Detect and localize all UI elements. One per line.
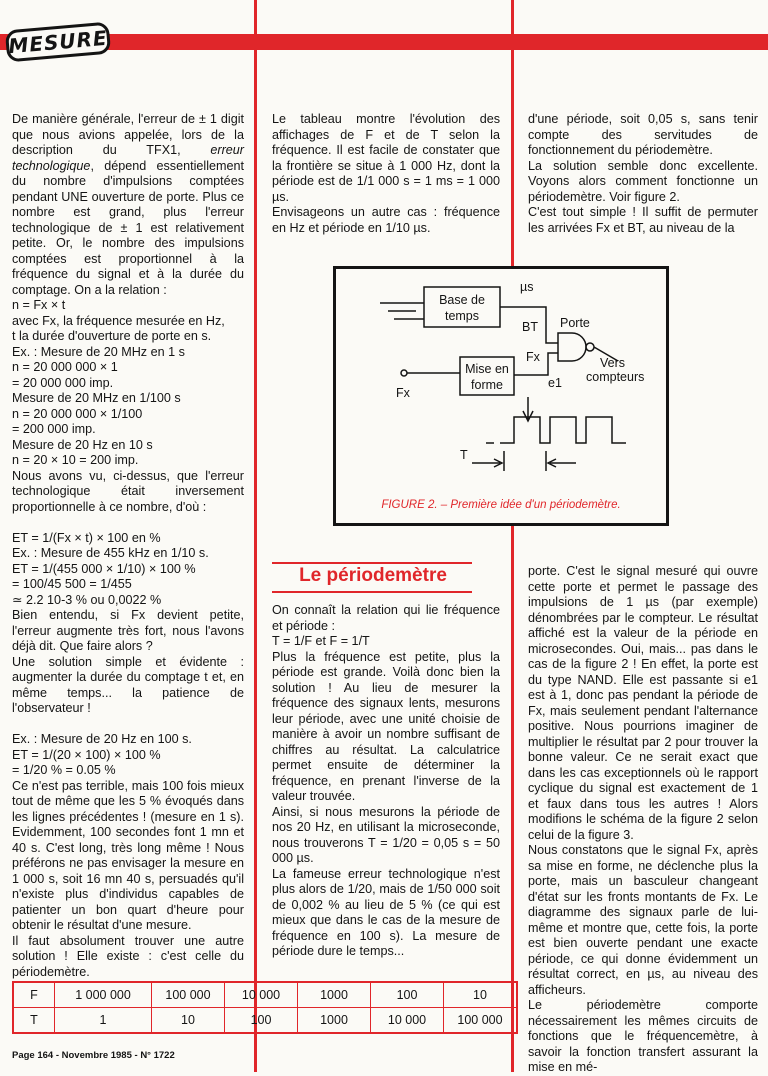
porte-label: Porte [560, 316, 590, 330]
table-cell: 1000 [298, 982, 371, 1008]
column-rule-left [254, 0, 257, 1072]
table-cell: 100 000 [152, 982, 225, 1008]
table-cell: 100 000 [444, 1008, 518, 1034]
fx-input-terminal [401, 370, 407, 376]
t-label: T [460, 448, 468, 462]
figure-2 [333, 266, 669, 526]
table-row [13, 1008, 517, 1034]
table-cell: 10 [444, 982, 518, 1008]
table-cell: 10 000 [371, 1008, 444, 1034]
column-rule-right [511, 0, 514, 1072]
mise-label: Mise en [465, 362, 509, 376]
fx-label: Fx [526, 350, 540, 364]
table-cell: 1 000 000 [55, 982, 152, 1008]
fx-input-label: Fx [396, 386, 410, 400]
table-cell: 1000 [298, 1008, 371, 1034]
section-title: Le périodemètre [299, 565, 447, 586]
base-label: Base de [439, 293, 485, 307]
section-logo-text: MESURE [7, 25, 109, 59]
compteurs-label: compteurs [586, 370, 645, 384]
column-3-top-text: d'une période, soit 0,05 s, sans tenir compte des servitudes de fonctionnement du périodemètre. La solution semble donc excellente. Voyons alors comment fonctionne un périodemètre. Voir figure 2. C'est tout simple ! Il suffit de permuter les arrivées Fx et BT, au niveau de la [528, 112, 758, 235]
frequency-period-table [12, 981, 518, 1034]
column-3-bottom-text: porte. C'est le signal mesuré qui ouvre cette porte et permet le passage des impulsions de 1 µs (par exemple) dénombrées par le compteur. Le résultat affiché est la valeur de la période en microsecondes. Oui, mais... pas dans le cas de la figure 2 ! En effet, la porte est du type NAND. Elle est passante si e1 est à 1, donc pas pendant la période de Fx, mais seulement pendant l'alternance positive. Nous pourrions imaginer de multiplier le résultat par 2 pour trouver la bonne valeur. Ce ne serait exact que dans les cas exceptionnels où le rapport cyclique du signal est exactement de 1 et faux dans tous les autres ! Alors modifions le schéma de la figure 2 selon celui de la figure 3. Nous constatons que le signal Fx, après sa mise en forme, ne déclenche plus la porte, mais un basculeur changeant d'état sur les fronts montants de Fx. Le diagramme des signaux parle de lui-même et montre que, cette fois, la porte est bien ouverte pendant une exacte période, ce qui donne évidemment un résultat correct, en µs, au niveau des afficheurs. Le périodemètre comporte nécessairement les mêmes circuits de fonctions que le fréquencemètre, à savoir la fonction transfert assurant la mise en mé- [528, 564, 758, 1074]
table-cell: 100 [225, 1008, 298, 1034]
section-logo [5, 22, 111, 63]
section-title-rule-bottom [272, 591, 472, 593]
vers-label: Vers [600, 356, 626, 370]
table-row [13, 982, 517, 1008]
table-cell: 10 [152, 1008, 225, 1034]
table-cell: 1 [55, 1008, 152, 1034]
table-header-cell: T [13, 1008, 55, 1034]
e1-label: e1 [548, 376, 562, 390]
forme-label: forme [471, 378, 503, 392]
column-2-top-text: Le tableau montre l'évolution des affichages de F et de T selon la fréquence. Il est facile de constater que la frontière se situe à 1 000 Hz, dont la période est de 1/1 000 s = 1 ms = 1 000 µs. Envisageons un autre cas : fréquence en Hz et période en 1/10 µs. [272, 112, 500, 235]
table-header-cell: F [13, 982, 55, 1008]
temps-label: temps [444, 309, 480, 323]
column-1-text: De manière générale, l'erreur de ± 1 digit que nous avions appelée, lors de la description du TFX1, erreur technologique, dépend essentiellement du nombre d'impulsions comptées pendant UNE ouverture de porte. Plus ce nombre est grand, plus l'erreur technologique de ± 1 est relativement petite. Or, le nombre des impulsions comptées est proportionnel à la fréquence du signal et à la durée du comptage. On a la relation : n = Fx × t avec Fx, la fréquence mesurée en Hz, t la durée d'ouverture de porte en s. Ex. : Mesure de 20 MHz en 1 s n = 20 000 000 × 1 = 20 000 000 imp. Mesure de 20 MHz en 1/100 s n = 20 000 000 × 1/100 = 200 000 imp. Mesure de 20 Hz en 10 s n = 20 × 10 = 200 imp. Nous avons vu, ci-dessus, que l'erreur technologique était inversement proportionnelle à ce nombre, d'où : ET = 1/(Fx × t) × 100 en % Ex. : Mesure de 455 kHz en 1/10 s. ET = 1/(455 000 × 1/10) × 100 % = 100/45 500 = 1/455 ≃ 2.2 10-3 % ou 0,0022 % Bien entendu, si Fx devient petite, l'erreur augmente très fort, nous l'avons déjà dit. Que faire alors ? Une solution simple et évidente : augmenter la durée du comptage t et, en même temps... la patience de l'observateur ! Ex. : Mesure de 20 Hz en 100 s. ET = 1/(20 × 100) × 100 % = 1/20 % = 0.05 % Ce n'est pas terrible, mais 100 fois mieux tout de même que les 5 % évoqués dans les lignes précédentes ! (mesure en 1 s). Evidemment, 100 secondes font 1 mn et 40 s. C'est long, très long même ! Nous préférons ne pas envisager la mesure en 1 000 s, soit 16 mn 40 s, persuadés qu'il n'existe plus d'individus capables de patienter un bon quart d'heure pour obtenir le résultat d'une mesure. Il faut absolument trouver une autre solution ! Elle existe : c'est celle du périodemètre. [12, 112, 244, 979]
table-cell: 10 000 [225, 982, 298, 1008]
table-cell: 100 [371, 982, 444, 1008]
bt-label: BT [522, 320, 538, 334]
header-bar [0, 34, 768, 50]
page-footer: Page 164 - Novembre 1985 - N° 1722 [12, 1050, 175, 1061]
waveform [500, 417, 626, 443]
section-title-rule-top [272, 562, 472, 564]
nand-bubble [586, 343, 594, 351]
figure-caption: FIGURE 2. – Première idée d'un périodemètre. [381, 499, 621, 511]
column-2-bottom-text: On connaît la relation qui lie fréquence et période : T = 1/F et F = 1/T Plus la fréquence est petite, plus la période est grande. Voilà donc bien la solution ! Au lieu de mesurer la fréquence des signaux lents, mesurons leur période, avec une unité choisie de manière à avoir un nombre suffisant de chiffres au résultat. La calculatrice permet ensuite de déterminer la fréquence, en prenant l'inverse de la valeur trouvée. Ainsi, si nous mesurons la période de nos 20 Hz, en utilisant la microseconde, nous trouverons T = 1/20 = 0,05 s = 50 000 µs. La fameuse erreur technologique n'est plus alors de 1/20, mais de 1/50 000 soit de 0,002 % au lieu de 5 % (ce qui est mieux que dans le cas de la mesure de fréquence en 100 s). La mesure de période dure le temps... [272, 603, 500, 958]
figure-2-diagram [336, 269, 666, 523]
us-label: µs [520, 280, 534, 294]
nand-gate [558, 333, 586, 361]
